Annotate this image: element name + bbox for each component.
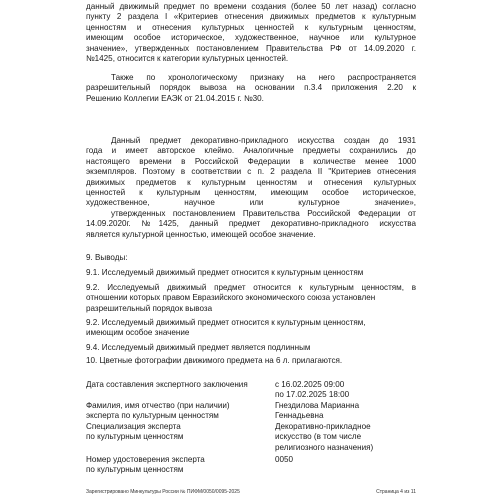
chronology-paragraph <box>86 73 416 104</box>
criteria-paragraph <box>86 2 416 64</box>
date-value-to: по 17.02.2025 18:00 <box>275 390 350 400</box>
text-line: экземпляров. Поэтому в соответствии с п. 2 раздела II "Критериев отнесения <box>86 167 416 177</box>
specialization-value-1: Декоративно-прикладное <box>275 422 371 431</box>
text-line: художественное, научное или культурное значение», <box>86 198 416 208</box>
text-line: года и имеет авторское клеймо. Аналогичные предметы сохранились до <box>86 146 416 156</box>
text-line: утвержденных постановлением Правительства Российской Федерации от <box>111 208 416 218</box>
text-line: 14.09.2020г. №1425, данный предмет декоративно-прикладного искусства <box>86 219 416 229</box>
text-line: данный движимый предмет по времени создания (более 50 лет назад) согласно <box>86 2 416 11</box>
text-line: Решению Коллегии ЕАЭК от 21.04.2015 г. №30. <box>86 93 264 103</box>
text-line: отношении которых правом Евразийского экономического союза установлен <box>86 293 376 303</box>
text-line: 9.1. Исследуемый движимый предмет относится к культурным ценностям <box>86 268 364 277</box>
text-line: движимых предметов к культурным ценностям и отнесения культурных <box>86 177 416 187</box>
text-line: ценностей к культурным ценностям, имеющим особое историческое, <box>86 188 416 198</box>
conclusion-9-4 <box>86 343 416 353</box>
text-line: ценностям и отнесения культурных ценностей к культурным ценностям, <box>86 22 416 32</box>
text-line: 9.2. Исследуемый движимый предмет относится к культурным ценностям, <box>86 318 366 327</box>
certificate-label-2: по культурным ценностям <box>86 465 184 475</box>
specialization-value-3: религиозного назначения) <box>275 442 374 452</box>
date-label: Дата составления экспертного заключения <box>86 380 248 389</box>
text-line: 9.4. Исследуемый движимый предмет является подлинным <box>86 343 311 352</box>
section-heading: 9. Выводы: <box>86 253 128 262</box>
text-line: значение», утвержденных постановлением Правительства РФ от 14.09.2020 г. <box>86 43 416 53</box>
expert-name-value-2: Геннадьевна <box>275 411 324 421</box>
date-value-from: с 16.02.2025 09:00 <box>275 380 345 389</box>
text-line: является культурной ценностью, имеющей особое значение. <box>86 229 316 239</box>
item-description-paragraph <box>86 136 416 240</box>
conclusion-9-2-export <box>86 283 416 314</box>
specialization-label-1: Специализация эксперта <box>86 422 181 431</box>
specialization-value-2: искусство (в том числе <box>275 432 362 442</box>
text-line: разрешительный порядок вывоза <box>86 303 213 313</box>
text-line: имеющим особое значение <box>86 328 190 338</box>
text-line: настоящего времени в Российской Федерации в количестве менее 1000 <box>86 156 416 166</box>
text-line: разрешительный порядок вывоза на основании п.3.4 приложения 2.20 к <box>86 83 416 93</box>
conclusion-9-2-special <box>86 318 416 339</box>
text-line: пункту 2 раздела I «Критериев отнесения движимых предметов к культурным <box>86 12 416 22</box>
text-line: 9.2. Исследуемый движимый предмет относится к культурным ценностям, в <box>86 283 416 292</box>
certificate-value: 0050 <box>275 455 294 464</box>
text-line: Данный предмет декоративно-прикладного искусства создан до 1931 <box>111 136 416 145</box>
text-line: №1425, относится к категории культурных ценностей. <box>86 54 289 64</box>
expert-name-value-1: Гнездилова Марианна <box>275 401 360 410</box>
expert-name-label-2: эксперта по культурным ценностям <box>86 411 219 421</box>
registration-note: Зарегистрировано Минкультуры России № ПИФМ/0050/0095-2025 <box>86 489 240 495</box>
text-line: 10. Цветные фотографии движимого предмета на 6 л. прилагаются. <box>86 356 343 365</box>
conclusion-10 <box>86 356 416 366</box>
specialization-label-2: по культурным ценностям <box>86 432 184 442</box>
conclusions-title <box>86 253 416 263</box>
expert-name-label-1: Фамилия, имя отчество (при наличии) <box>86 401 230 410</box>
page-number: Страница 4 из 11 <box>376 489 416 495</box>
text-line: имеющим особое историческое, художественное, научное или культурное <box>86 33 416 43</box>
conclusion-9-1 <box>86 268 416 278</box>
certificate-label-1: Номер удостоверения эксперта <box>86 455 205 464</box>
text-line: Также по хронологическому признаку на него распространяется <box>111 73 416 82</box>
